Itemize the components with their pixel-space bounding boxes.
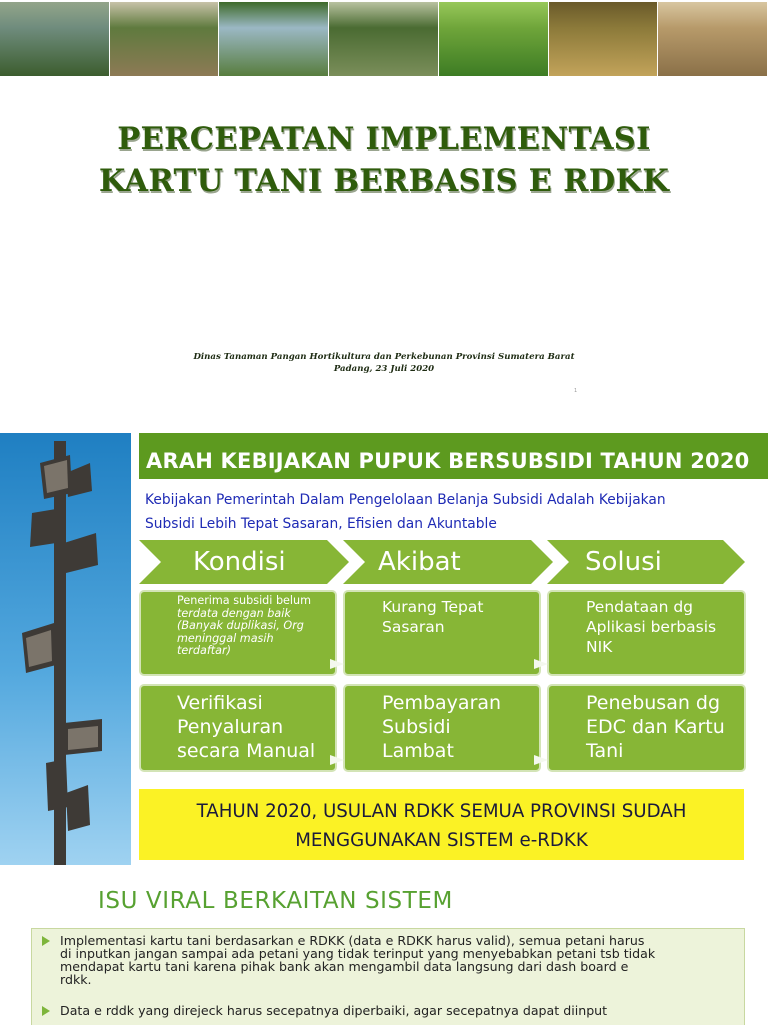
banner-line-1: TAHUN 2020, USULAN RDKK SEMUA PROVINSI SUDAH <box>196 801 687 822</box>
akibat-2-line-2: Subsidi <box>382 716 451 738</box>
subtitle-date: Padang, 23 Juli 2020 <box>333 364 435 374</box>
title-line-2: KARTU TANI BERBASIS E RDKK <box>98 163 670 199</box>
policy-line-2: Subsidi Lebih Tepat Sasaran, Efisien dan Akuntable <box>145 516 497 532</box>
title-line-1: PERCEPATAN IMPLEMENTASI <box>117 121 651 157</box>
photo-paddy-rows <box>219 2 328 76</box>
arrow-connector-icon <box>330 755 344 765</box>
arrow-connector-icon <box>534 755 548 765</box>
chevron-label-akibat: Akibat <box>378 547 461 577</box>
subtitle-agency: Dinas Tanaman Pangan Hortikultura dan Perkebunan Provinsi Sumatera Barat <box>193 352 575 362</box>
slide-2-header: ARAH KEBIJAKAN PUPUK BERSUBSIDI TAHUN 2020 <box>146 449 750 473</box>
photo-tractor-field <box>0 2 109 76</box>
photo-farmer-planting <box>110 2 219 76</box>
bullet-1-line-1: Implementasi kartu tani berdasarkan e RDKK (data e RDKK harus valid), semua petani harus <box>60 933 645 948</box>
slide-subtitle <box>0 351 768 375</box>
box-solusi-1-text <box>586 597 716 657</box>
solusi-1-line-1: Pendataan dg <box>586 598 693 616</box>
box-akibat-1-text <box>382 597 483 637</box>
solusi-2-line-3: Tani <box>586 740 624 762</box>
page-number: 1 <box>574 388 578 394</box>
akibat-1-line-1: Kurang Tepat <box>382 598 484 616</box>
policy-statement <box>145 488 765 536</box>
kondisi-2-line-1: Verifikasi <box>177 692 263 714</box>
slide-title <box>0 118 768 202</box>
box-kondisi-2-text <box>177 691 315 763</box>
chevron-label-solusi: Solusi <box>585 547 662 577</box>
photo-farmer-fertilizer <box>329 2 438 76</box>
arrow-connector-icon <box>534 659 548 669</box>
signpost-photo <box>0 433 131 865</box>
bullet-1-line-3: mendapat kartu tani karena pihak bank akan mengambil data langsung dari dash board e <box>60 959 629 974</box>
bullet-2-line-1: Data e rddk yang direjeck harus secepatnya diperbaiki, agar secepatnya dapat diinput <box>60 1003 608 1018</box>
solusi-2-line-2: EDC dan Kartu <box>586 716 725 738</box>
akibat-1-line-2: Sasaran <box>382 618 445 636</box>
solusi-1-line-2: Aplikasi berbasis <box>586 618 717 636</box>
bullet-arrow-icon <box>42 1006 50 1016</box>
box-kondisi-1-text <box>177 595 311 658</box>
photo-rice-stalks <box>549 2 658 76</box>
kondisi-1-line-3: (Banyak duplikasi, Org <box>177 619 304 632</box>
photo-rice-sacks <box>658 2 767 76</box>
bullet-1-line-4: rdkk. <box>60 972 92 987</box>
box-solusi-2-text <box>586 691 725 763</box>
box-akibat-2-text <box>382 691 501 763</box>
akibat-2-line-1: Pembayaran <box>382 692 502 714</box>
solusi-2-line-1: Penebusan dg <box>586 692 721 714</box>
solusi-1-line-3: NIK <box>586 638 613 656</box>
policy-line-1: Kebijakan Pemerintah Dalam Pengelolaan Belanja Subsidi Adalah Kebijakan <box>145 492 666 508</box>
bullet-1-line-2: di inputkan jangan sampai ada petani yang tidak terinput yang menyebabkan petani tsb tidak <box>60 946 656 961</box>
kondisi-1-line-1: Penerima subsidi belum <box>177 594 312 607</box>
slide-3-title: ISU VIRAL BERKAITAN SISTEM <box>98 888 453 914</box>
chevron-label-kondisi: Kondisi <box>193 547 286 577</box>
arrow-connector-icon <box>330 659 344 669</box>
bullet-1 <box>60 934 740 986</box>
bullet-arrow-icon <box>42 936 50 946</box>
banner-line-2: MENGGUNAKAN SISTEM e-RDKK <box>295 830 588 851</box>
kondisi-1-line-4: meninggal masih <box>177 631 274 645</box>
photo-green-rice-field <box>439 2 548 76</box>
conclusion-banner-text <box>139 797 744 855</box>
bullet-2 <box>60 1004 740 1017</box>
kondisi-2-line-3: secara Manual <box>177 740 316 762</box>
akibat-2-line-3: Lambat <box>382 740 454 762</box>
kondisi-1-line-2: terdata dengan baik <box>177 606 291 620</box>
kondisi-1-line-5: terdaftar) <box>177 644 231 657</box>
kondisi-2-line-2: Penyaluran <box>177 716 284 738</box>
photo-banner <box>0 0 768 78</box>
